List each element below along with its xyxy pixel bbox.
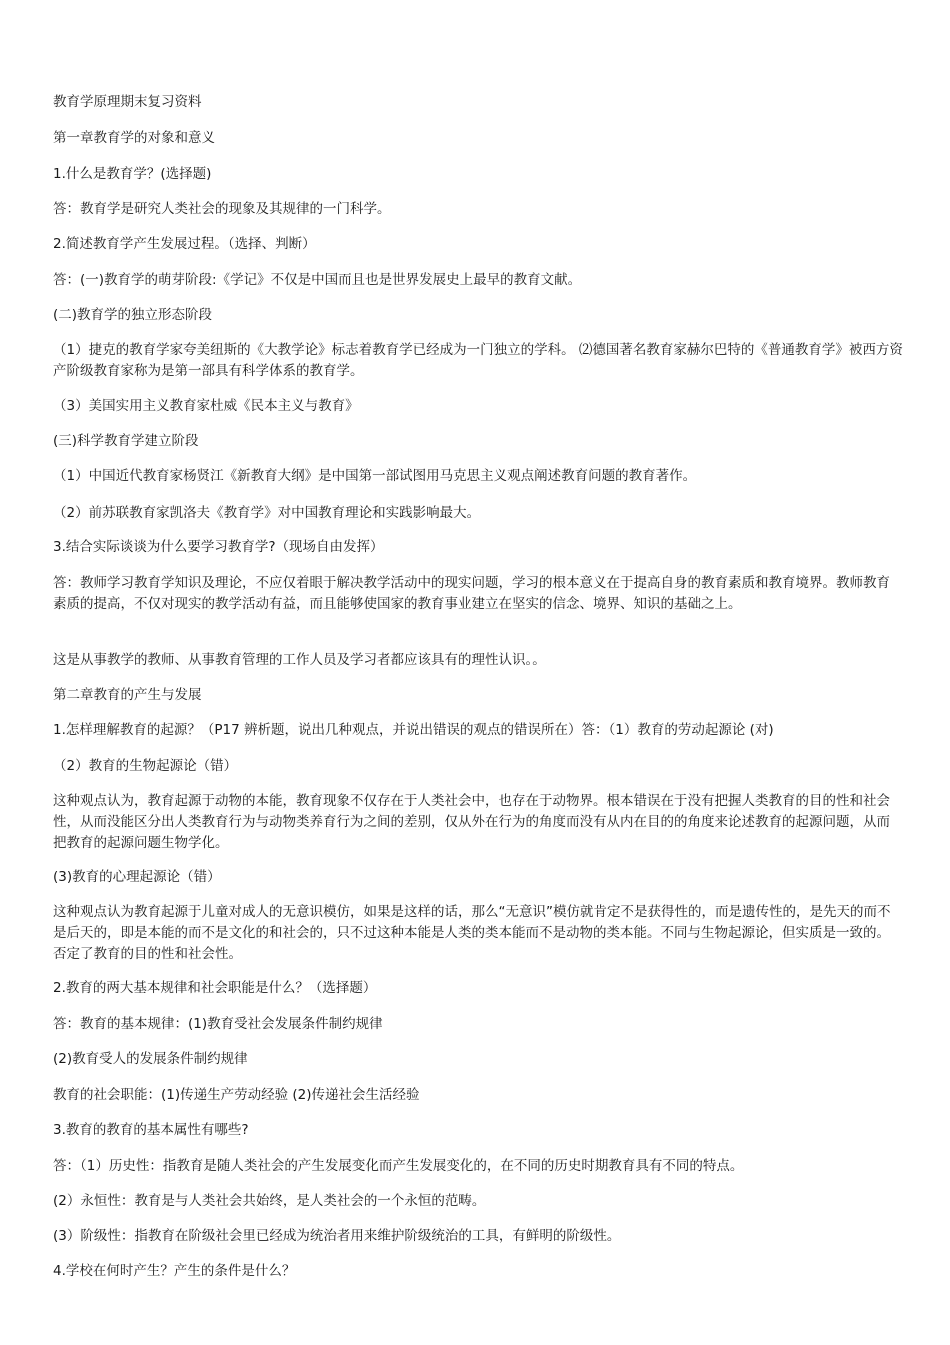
stage-2-heading: (二)教育学的独立形态阶段 [53,307,213,323]
origin-theory-3-body: 这种观点认为教育起源于儿童对成人的无意识模仿，如果是这样的话，那么“无意识”模仿就肯定不是获得性的，而是遗传性的，是先天的而不是后天的，即是本能的而不是文化的和社会的，只不过这种本能是人类的类本能而不是动物的类本能。不同与生物起源论，但实质是一致的。否定了教育的目的性和社会性。 [53,904,891,962]
document-title: 教育学原理期末复习资料 [53,94,202,110]
stage-3-heading: (三)科学教育学建立阶段 [53,433,199,449]
question-1-2: 2.简述教育学产生发展过程。（选择、判断） [53,236,316,252]
question-2-4: 4.学校在何时产生？产生的条件是什么？ [53,1263,296,1279]
question-2-2: 2.教育的两大基本规律和社会职能是什么？（选择题） [53,980,377,996]
answer-1-1: 答：教育学是研究人类社会的现象及其规律的一门科学。 [53,201,391,217]
answer-2-2-functions: 教育的社会职能：(1)传递生产劳动经验 (2)传递社会生活经验 [53,1087,420,1103]
answer-2-3-item-2: (2）永恒性：教育是与人类社会共始终，是人类社会的一个永恒的范畴。 [53,1193,486,1209]
answer-2-2-laws: 答：教育的基本规律：(1)教育受社会发展条件制约规律 [53,1016,383,1032]
origin-theory-2-body: 这种观点认为，教育起源于动物的本能，教育现象不仅存在于人类社会中，也存在于动物界。根本错误在于没有把握人类教育的目的性和社会性，从而没能区分出人类教育行为与动物类养育行为之间的差别，仅从外在行为的角度而没有从内在目的的角度来论述教育的起源问题，从而把教育的起源问题生物学化。 [53,793,890,851]
answer-2-3-item-3: (3）阶级性：指教育在阶级社会里已经成为统治者用来维护阶级统治的工具，有鲜明的阶级性。 [53,1228,621,1244]
answer-1-2-intro: 答：(一)教育学的萌芽阶段:《学记》不仅是中国而且也是世界发展史上最早的教育文献。 [53,272,582,288]
stage-3-item-2: （2）前苏联教育家凯洛夫《教育学》对中国教育理论和实践影响最大。 [53,505,481,521]
question-2-1: 1.怎样理解教育的起源？（P17 辨析题，说出几种观点，并说出错误的观点的错误所在）答：（1）教育的劳动起源论 (对) [53,722,774,738]
answer-2-3-item-1: 答：（1）历史性：指教育是随人类社会的产生发展变化而产生发展变化的，在不同的历史时期教育具有不同的特点。 [53,1158,744,1174]
chapter-1-heading: 第一章教育学的对象和意义 [53,130,215,146]
chapter-2-heading: 第二章教育的产生与发展 [53,687,202,703]
question-1-1: 1.什么是教育学？(选择题) [53,166,212,182]
question-1-3: 3.结合实际谈谈为什么要学习教育学?（现场自由发挥） [53,539,384,555]
answer-2-2-law-2: (2)教育受人的发展条件制约规律 [53,1051,248,1067]
answer-1-3-note: 这是从事教学的教师、从事教育管理的工作人员及学习者都应该具有的理性认识。。 [53,652,546,668]
origin-theory-2: （2）教育的生物起源论（错） [53,758,238,774]
question-2-3: 3.教育的教育的基本属性有哪些? [53,1122,249,1138]
stage-2-item-3: （3）美国实用主义教育家杜威《民本主义与教育》 [53,398,359,414]
stage-2-item-1: （1）捷克的教育学家夸美纽斯的《大教学论》标志着教育学已经成为一门独立的学科。 ⑵德国著名教育家赫尔巴特的《普通教育学》被西方资产阶级教育家称为是第一部具有科学体系的教育学。 [53,342,903,379]
stage-3-item-1: （1）中国近代教育家杨贤江《新教育大纲》是中国第一部试图用马克思主义观点阐述教育问题的教育著作。 [53,468,697,484]
origin-theory-3: (3)教育的心理起源论（错） [53,869,221,885]
answer-1-3: 答：教师学习教育学知识及理论，不应仅着眼于解决教学活动中的现实问题，学习的根本意义在于提高自身的教育素质和教育境界。教师教育素质的提高，不仅对现实的教学活动有益，而且能够使国家的教育事业建立在坚实的信念、境界、知识的基础之上。 [53,575,890,612]
